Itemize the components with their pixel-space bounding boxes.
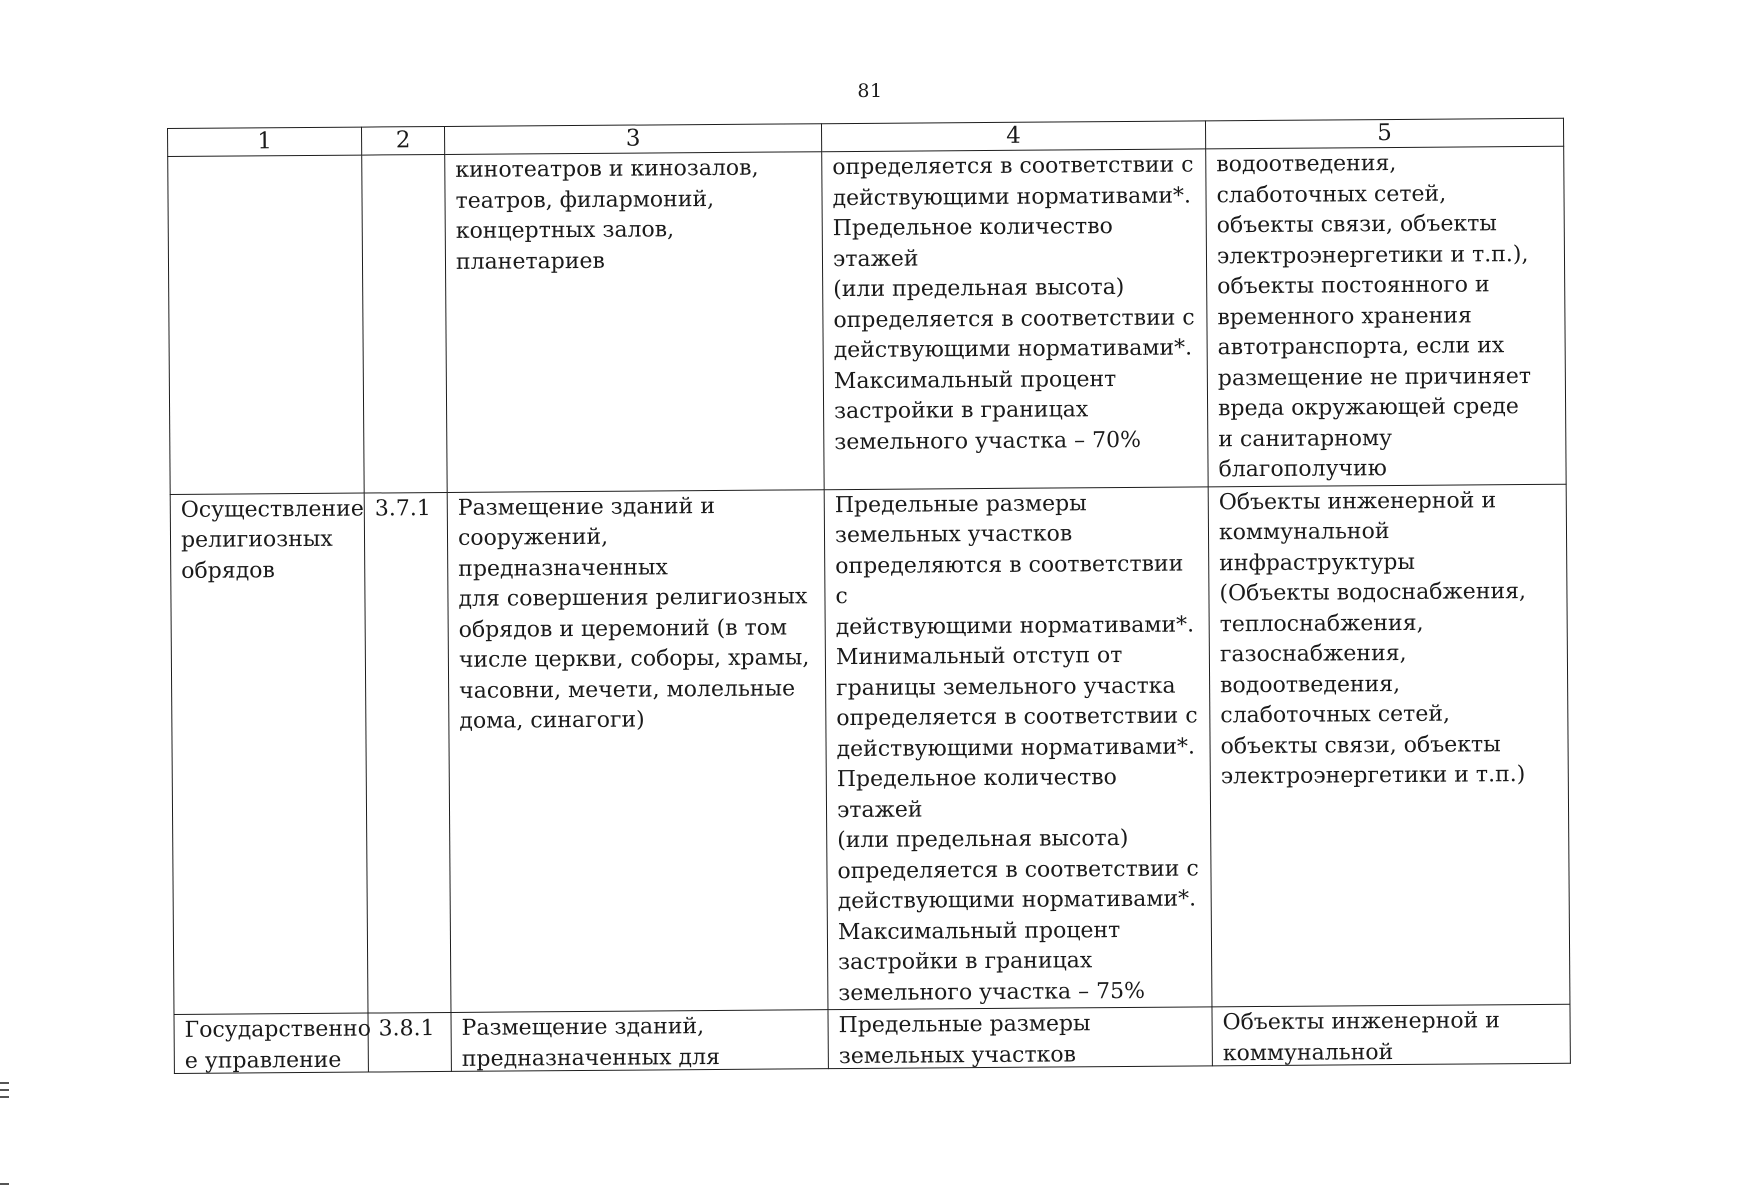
cell-text: Предельные размеры земельных участков <box>838 1011 1091 1069</box>
cell-description <box>447 489 828 1012</box>
cell-auxiliary-objects <box>1212 1004 1570 1066</box>
table-row <box>174 1004 1570 1073</box>
cell-auxiliary-objects <box>1208 484 1570 1007</box>
cell-code <box>368 1012 451 1072</box>
header-col-2: 2 <box>361 126 444 155</box>
cell-description <box>445 152 824 492</box>
cell-text: Государственно е управление <box>184 1016 371 1074</box>
cell-text: Размещение зданий, предназначенных для <box>461 1014 720 1072</box>
cell-use-type <box>168 155 364 494</box>
land-use-table <box>167 118 1571 1074</box>
document-table-container <box>167 118 1570 1074</box>
cell-parameters <box>828 1007 1212 1069</box>
cell-text: Размещение зданий и сооружений, предназначенных для совершения религиозных обрядов и церемоний (в том числе церкви, соборы, храмы, часовни, мечети, молельные дома, синагоги) <box>457 493 810 734</box>
cell-code <box>362 154 447 492</box>
cell-text: Объекты инженерной и коммунальной инфраструктуры (Объекты водоснабжения, теплоснабжения, газоснабжения, водоотведения, слаботочных сетей, объекты связи, объекты электроэнергетики и т.п.) <box>1218 487 1527 790</box>
cell-text: 3.8.1 <box>378 1016 435 1042</box>
cell-text: 3.7.1 <box>374 495 431 521</box>
cell-use-type <box>170 493 368 1015</box>
scan-mark <box>0 1089 9 1091</box>
cell-text: кинотеатров и кинозалов, театров, филармоний, концертных залов, планетариев <box>455 155 759 275</box>
cell-text <box>178 157 353 158</box>
cell-description <box>451 1010 828 1072</box>
cell-parameters <box>824 486 1212 1009</box>
scan-mark <box>0 1183 9 1185</box>
cell-text: Объекты инженерной и коммунальной <box>1222 1008 1500 1066</box>
header-col-3: 3 <box>444 124 821 155</box>
cell-text: определяется в соответствии с действующими нормативами*. Предельное количество этажей (или предельная высота) определяется в соответствии с действующими нормативами*. Максимальный процент застройки в границах земельного участка – 70% <box>832 152 1195 455</box>
table-row <box>170 484 1570 1015</box>
cell-code <box>364 492 451 1013</box>
cell-use-type <box>174 1013 371 1074</box>
header-col-4: 4 <box>821 121 1205 152</box>
cell-parameters <box>822 149 1208 489</box>
scan-mark <box>0 1082 9 1084</box>
scan-mark <box>0 1096 9 1098</box>
cell-text: Предельные размеры земельных участков определяются в соответствии с действующими нормативами*. Минимальный отступ от границы земельного участка определяется в соответствии с действующими нормативами*. Предельное количество этажей (или предельная высота) определяется в соответствии с действующими нормативами*. Максимальный процент застройки в границах земельного участка – 75% <box>834 490 1199 1006</box>
cell-text: водоотведения, слаботочных сетей, объекты связи, объекты электроэнергетики и т.п.), объекты постоянного и временного хранения автотранспорта, если их размещение не причиняет вреда окружающей среде и санитарному благополучию <box>1216 150 1532 483</box>
cell-auxiliary-objects <box>1206 146 1566 486</box>
header-col-1: 1 <box>168 127 362 156</box>
header-col-5: 5 <box>1205 118 1563 149</box>
table-row <box>168 146 1566 494</box>
cell-text: Осуществление религиозных обрядов <box>180 496 364 584</box>
page-number: 81 <box>857 80 883 102</box>
